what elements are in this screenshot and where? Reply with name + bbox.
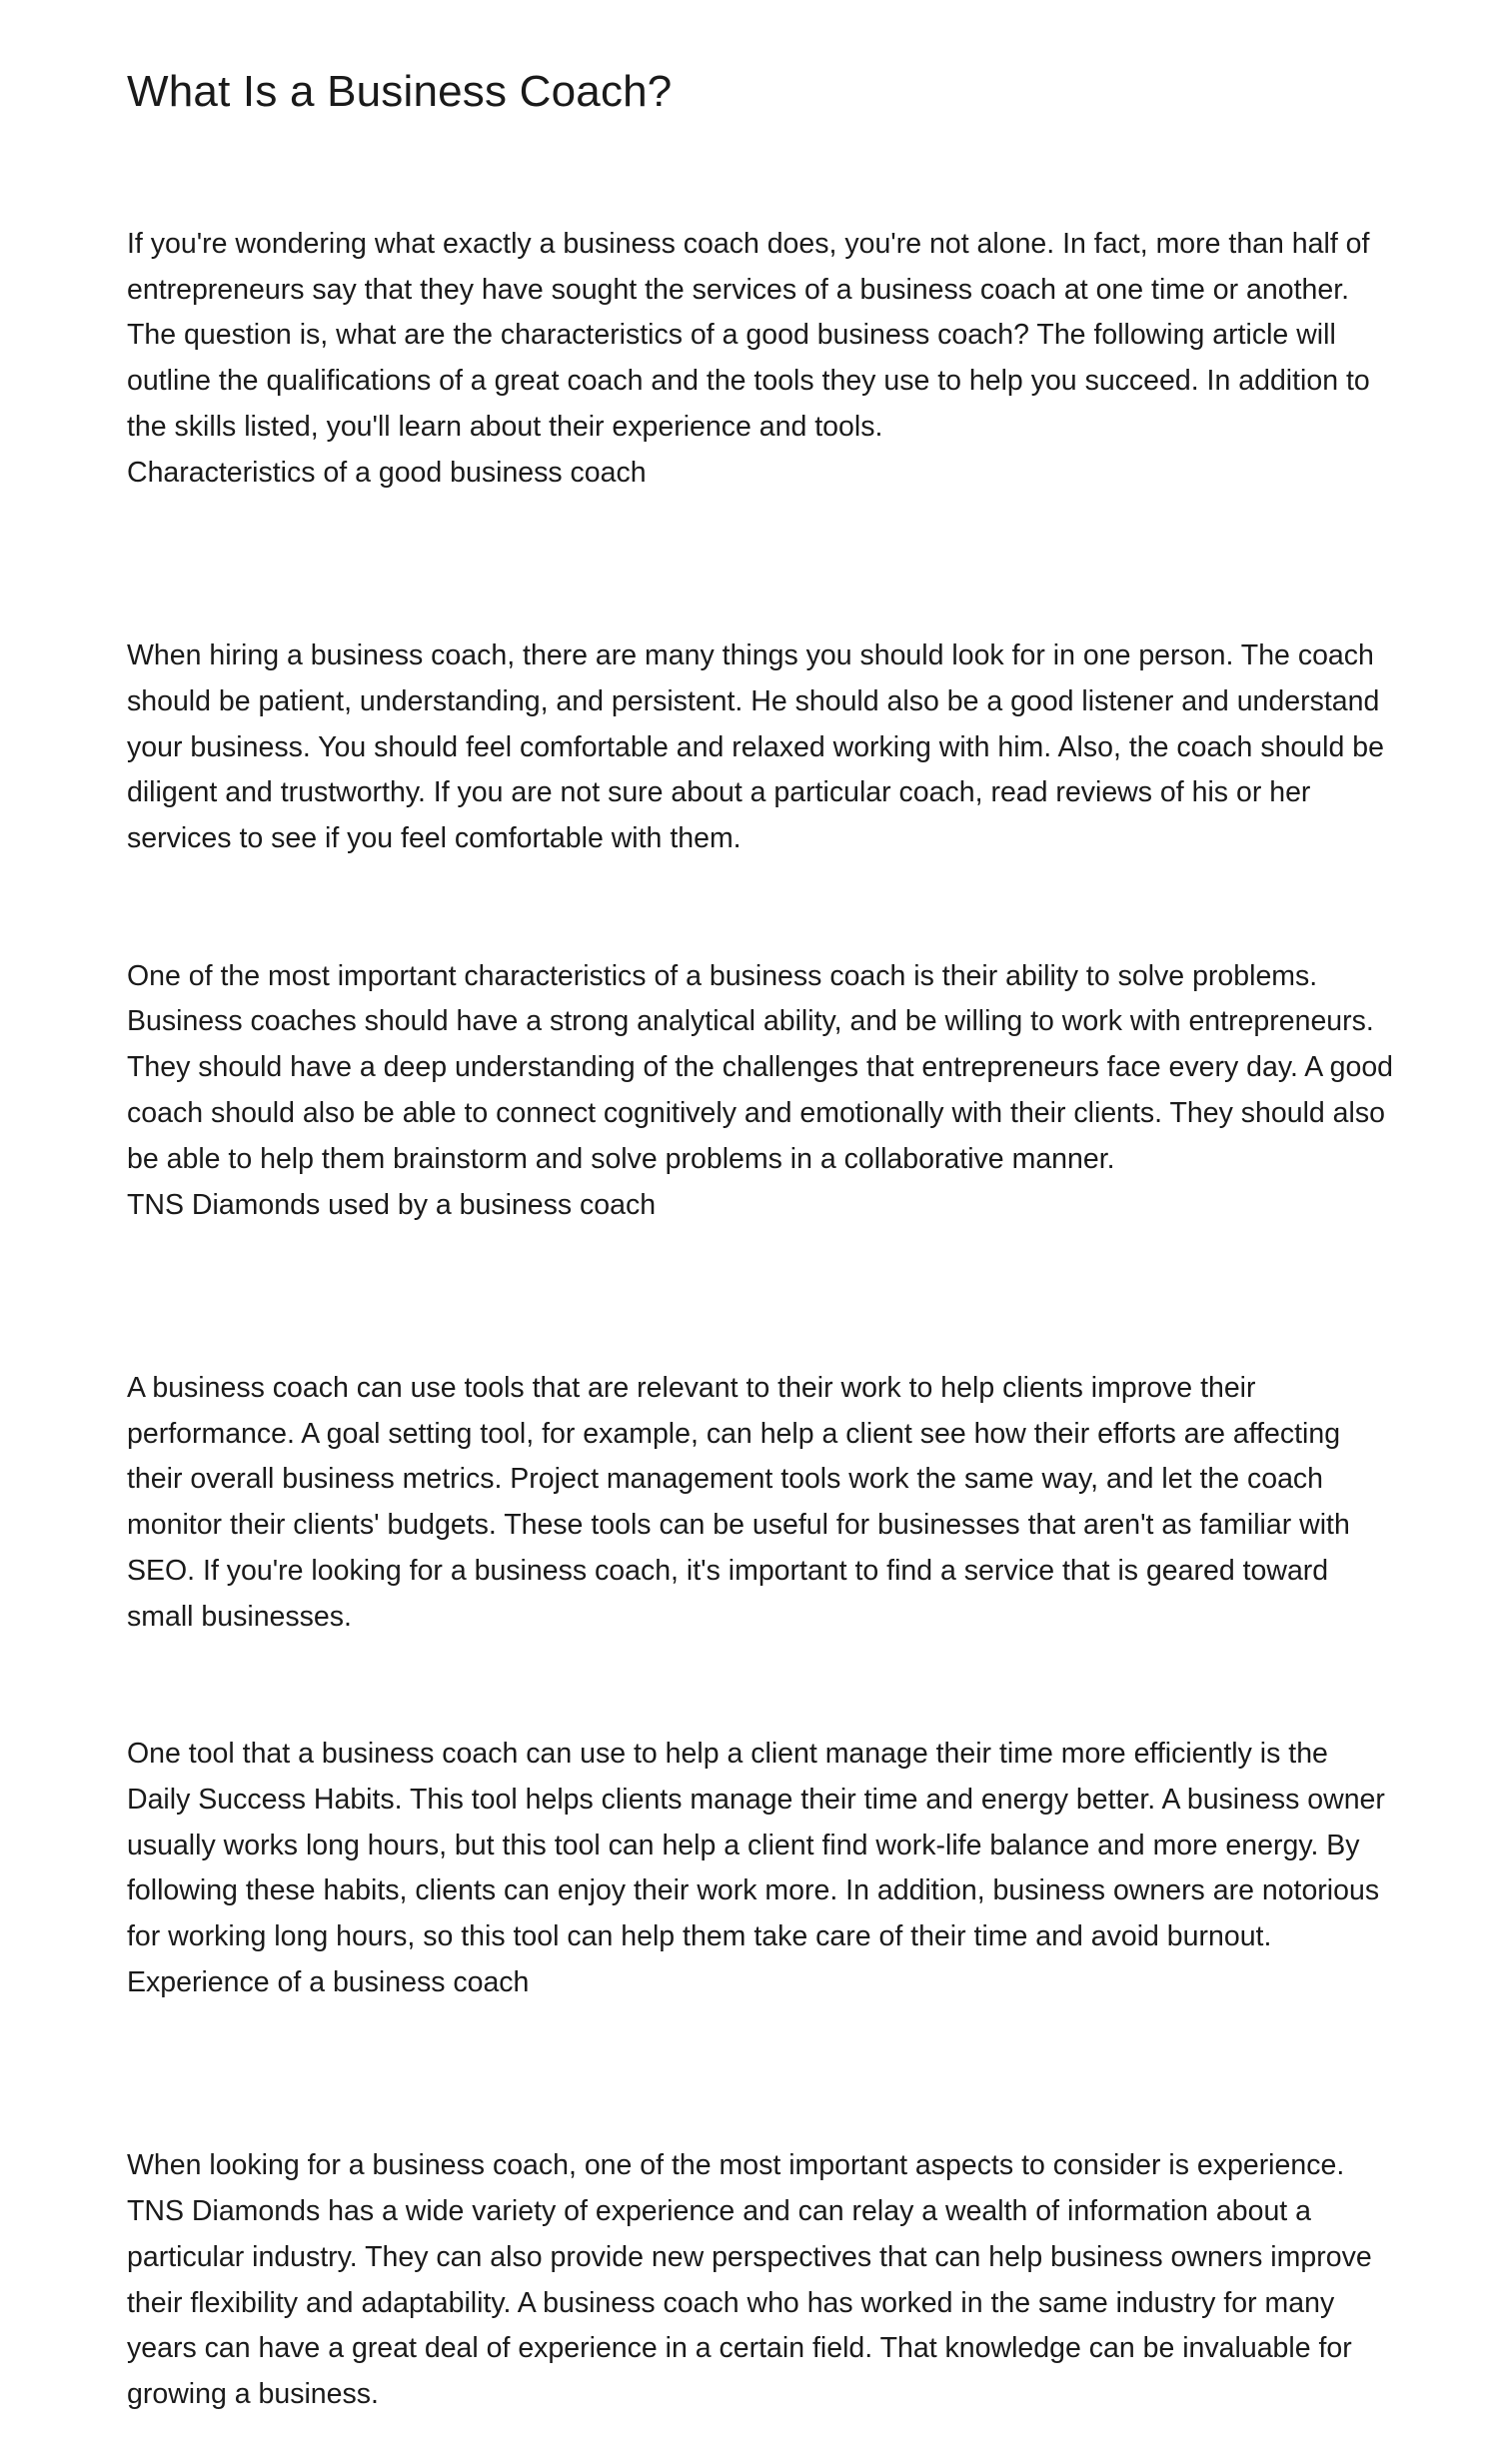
paragraph-text: A business coach can use tools that are relevant to their work to help clients improve their performance. A goal setting tool, for example, can help a client see how their efforts are affecting their overall business metrics. Project management tools work the same way, and let the coach monitor their clients' budgets. These tools can be useful for businesses that aren't as familiar with SEO. If you're looking for a business coach, it's important to find a service that is geared toward small businesses. <box>127 1371 1350 1633</box>
paragraph-hiring <box>127 588 1396 862</box>
subheading-characteristics: Characteristics of a good business coach <box>127 456 647 489</box>
paragraph-text: One tool that a business coach can use to help a client manage their time more efficiently is the Daily Success Habits. This tool helps clients manage their time and energy better. A business owner usually works long hours, but this tool can help a client find work-life balance and more energy. By following these habits, clients can enjoy their work more. In addition, business owners are notorious for working long hours, so this tool can help them take care of their time and avoid burnout. <box>127 1738 1385 1953</box>
paragraph-text: When hiring a business coach, there are many things you should look for in one person. The coach should be patient, understanding, and persistent. He should also be a good listener and understand your business. You should feel comfortable and relaxed working with him. Also, the coach should be diligent and trustworthy. If you are not sure about a particular coach, read reviews of his or her services to see if you feel comfortable with them. <box>127 638 1384 855</box>
paragraph-text: One of the most important characteristics of a business coach is their ability to solve problems. Business coaches should have a strong analytical ability, and be willing to work with entrepreneurs. They should have a deep understanding of the challenges that entrepreneurs face every day. A good coach should also be able to connect cognitively and emotionally with their clients. They should also be able to help them brainstorm and solve problems in a collaborative manner. <box>127 959 1394 1175</box>
page-title: What Is a Business Coach? <box>127 67 673 116</box>
subheading-tns-diamonds: TNS Diamonds used by a business coach <box>127 1188 657 1221</box>
paragraph-problem-solving <box>127 908 1396 1274</box>
paragraph-text: When looking for a business coach, one of the most important aspects to consider is experience. TNS Diamonds has a wide variety of experience and can relay a wealth of information about a particular industry. They can also provide new perspectives that can help business owners improve their flexibility and adaptability. A business coach who has worked in the same industry for many years can have a great deal of experience in a certain field. That knowledge can be invaluable for growing a business. <box>127 2149 1372 2411</box>
paragraph-daily-habits <box>127 1686 1396 2051</box>
paragraph-tools <box>127 1320 1396 1641</box>
subheading-experience: Experience of a business coach <box>127 1966 530 1999</box>
paragraph-intro <box>127 176 1396 542</box>
paragraph-experience <box>127 2097 1396 2418</box>
paragraph-text: If you're wondering what exactly a business coach does, you're not alone. In fact, more than half of entrepreneurs say that they have sought the services of a business coach at one time or another. The question is, what are the characteristics of a good business coach? The following article will outline the qualifications of a great coach and the tools they use to help you succeed. In addition to the skills listed, you'll learn about their experience and tools. <box>127 227 1370 443</box>
document-page <box>127 62 1396 2464</box>
